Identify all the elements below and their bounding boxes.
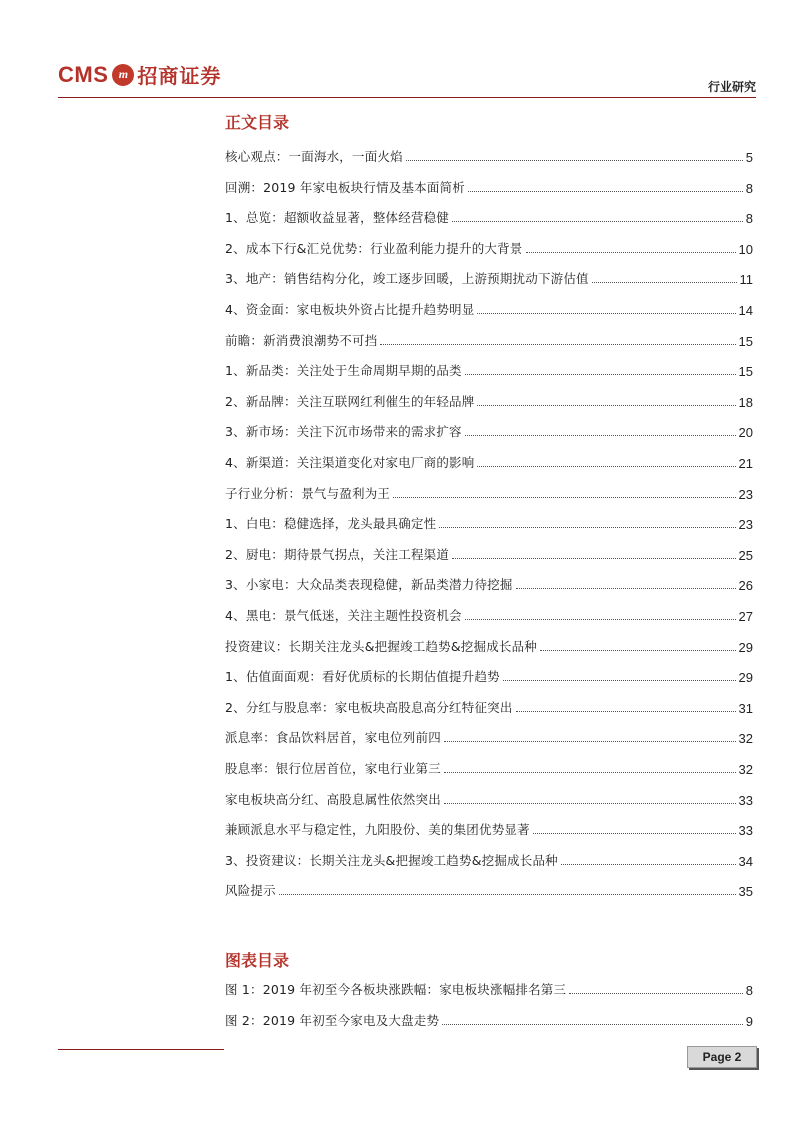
toc-entry-text: 风险提示 [225,883,276,899]
toc-leader-dots [406,159,743,161]
toc-entry[interactable] [225,790,753,808]
toc-entry-text: 子行业分析：景气与盈利为王 [225,485,391,501]
toc-leader-dots [439,526,735,528]
toc-leader-dots [526,251,736,253]
toc-leader-dots [503,679,736,681]
toc-entry-text: 4、新渠道：关注渠道变化对家电厂商的影响 [225,455,475,470]
toc-title: 正文目录 [225,113,290,132]
toc-leader-dots [444,740,736,742]
toc-entry-page: 29 [738,639,753,655]
toc-leader-dots [540,649,736,651]
toc-leader-dots [465,373,736,375]
toc-entry-page: 5 [745,150,753,165]
toc-entry-page: 33 [738,792,753,808]
toc-leader-dots [569,992,743,994]
logo-company-name: 招商证券 [137,64,222,88]
toc-entry-text: 前瞻：新消费浪潮势不可挡 [225,332,378,348]
toc-entry-text: 派息率：食品饮料居首，家电位列前四 [225,730,441,746]
toc-entry-text: 3、地产：销售结构分化，竣工逐步回暖，上游预期扰动下游估值 [225,271,589,287]
toc-entry[interactable] [225,300,753,318]
logo-seal-icon: m [112,64,134,86]
toc-leader-dots [468,190,743,192]
toc-entry-text: 兼顾派息水平与稳定性，九阳股份、美的集团优势显著 [225,822,530,838]
toc-entry[interactable] [225,820,753,838]
report-category: 行业研究 [707,80,756,94]
toc-entry-text: 2、厨电：期待景气拐点，关注工程渠道 [225,546,450,562]
page-header [0,0,793,100]
toc-entry[interactable] [225,728,753,746]
toc-entry-page: 18 [738,394,753,410]
toc-entry[interactable] [225,208,753,226]
toc-leader-dots [380,343,735,345]
toc-entry-page: 23 [738,486,753,502]
toc-entry-page: 33 [738,823,753,839]
toc-leader-dots [452,220,743,222]
toc-entry-page: 9 [745,1014,753,1029]
toc-entry-text: 核心观点：一面海水，一面火焰 [225,149,403,164]
toc-entry[interactable] [225,147,753,165]
toc-entry-text: 1、估值面面观：看好优质标的长期估值提升趋势 [225,669,500,685]
header-divider [58,97,756,98]
toc-entry[interactable] [225,331,753,349]
toc-leader-dots [444,771,736,773]
toc-entry-page: 14 [738,303,753,318]
toc-entry[interactable] [225,1011,753,1029]
toc-entry-page: 15 [738,364,753,380]
toc-entry-text: 图 2：2019 年初至今家电及大盘走势 [225,1013,440,1028]
page-number-badge: Page 2 [687,1046,757,1068]
toc-entry-text: 1、新品类：关注处于生命周期早期的品类 [225,363,462,379]
toc-entry-text: 3、投资建议：长期关注龙头&把握竣工趋势&挖掘成长品种 [225,852,558,868]
toc-entry-page: 15 [738,333,753,349]
toc-entry-page: 27 [738,609,753,624]
toc-entry[interactable] [225,422,753,440]
toc-entry-page: 26 [738,578,753,594]
cms-logo [58,60,221,89]
toc-leader-dots [393,496,735,498]
toc-entry-page: 21 [738,456,753,471]
toc-entry-page: 11 [739,272,753,288]
toc-leader-dots [533,832,736,834]
toc-entry-text: 回溯：2019 年家电板块行情及基本面简析 [225,179,465,195]
toc-entry[interactable] [225,759,753,777]
toc-entry-text: 4、黑电：景气低迷，关注主题性投资机会 [225,608,462,623]
toc-entry-text: 家电板块高分红、高股息属性依然突出 [225,791,441,807]
toc-entry-text: 股息率：银行位居首位，家电行业第三 [225,761,441,776]
toc-entry[interactable] [225,881,753,899]
toc-entry-text: 2、成本下行&汇兑优势：行业盈利能力提升的大背景 [225,240,523,256]
toc-entry[interactable] [225,851,753,869]
toc-entry-page: 35 [738,884,753,900]
toc-leader-dots [279,893,736,895]
toc-entry[interactable] [225,575,753,593]
toc-leader-dots [452,557,735,559]
toc-leader-dots [516,587,736,589]
toc-entry-text: 4、资金面：家电板块外资占比提升趋势明显 [225,302,475,317]
toc-entry[interactable] [225,178,753,196]
toc-entry-text: 1、白电：稳健选择，龙头最具确定性 [225,516,437,532]
toc-entry[interactable] [225,361,753,379]
toc-entry-page: 20 [738,425,753,441]
toc-entry-page: 8 [745,983,753,998]
toc-entry[interactable] [225,980,753,998]
toc-entry[interactable] [225,545,753,563]
toc-entry-text: 1、总览：超额收益显著，整体经营稳健 [225,210,450,226]
toc-entry[interactable] [225,606,753,624]
footer-divider [58,1049,224,1050]
toc-entry[interactable] [225,514,753,532]
toc-entry[interactable] [225,698,753,716]
logo-cms-text: CMS [58,61,109,87]
toc-leader-dots [561,863,736,865]
toc-leader-dots [477,465,735,467]
toc-entry-page: 32 [738,731,753,747]
toc-entry-page: 25 [738,547,753,563]
toc-entry-text: 2、分红与股息率：家电板块高股息高分红特征突出 [225,699,513,715]
toc-entry[interactable] [225,637,753,655]
toc-leader-dots [442,1023,743,1025]
toc-entry-page: 8 [745,180,753,196]
toc-entry-text: 3、小家电：大众品类表现稳健，新品类潜力待挖掘 [225,577,513,593]
toc-leader-dots [444,802,736,804]
toc-entry-text: 2、新品牌：关注互联网红利催生的年轻品牌 [225,393,475,409]
toc-leader-dots [465,434,736,436]
toc-entry[interactable] [225,667,753,685]
toc-entry-page: 29 [738,670,753,686]
figures-toc-title: 图表目录 [225,951,290,970]
toc-entry-page: 32 [738,762,753,777]
toc-entry-page: 8 [745,211,753,227]
toc-entry[interactable] [225,453,753,471]
toc-entry[interactable] [225,269,753,287]
toc-leader-dots [477,404,735,406]
toc-entry[interactable] [225,484,753,502]
toc-entry-text: 投资建议：长期关注龙头&把握竣工趋势&挖掘成长品种 [225,638,537,654]
toc-entry-text: 3、新市场：关注下沉市场带来的需求扩容 [225,424,462,440]
toc-entry-page: 31 [738,700,753,716]
toc-leader-dots [465,618,736,620]
toc-entry[interactable] [225,392,753,410]
toc-entry-page: 23 [738,517,753,533]
toc-entry[interactable] [225,239,753,257]
toc-leader-dots [477,312,735,314]
toc-leader-dots [592,281,737,283]
toc-entry-page: 34 [738,853,753,869]
toc-entry-text: 图 1：2019 年初至今各板块涨跌幅：家电板块涨幅排名第三 [225,982,567,997]
toc-leader-dots [516,710,736,712]
toc-entry-page: 10 [738,241,753,257]
